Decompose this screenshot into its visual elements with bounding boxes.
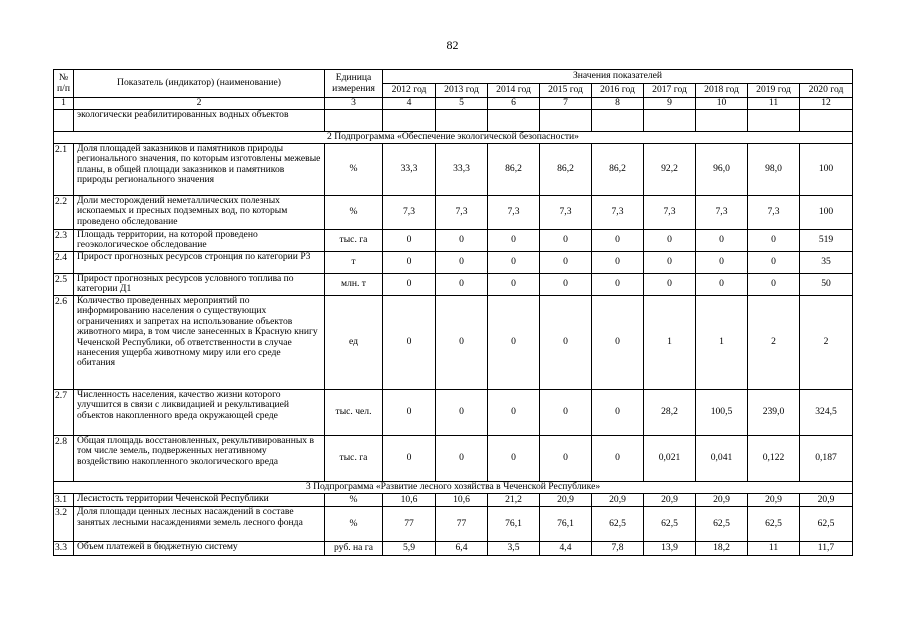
value-cell: 0 (540, 296, 592, 390)
value-cell: 0 (488, 436, 540, 482)
header-unit: Единица измерения (325, 70, 383, 98)
value-cell: 0,122 (748, 436, 800, 482)
value-cell: 0 (383, 390, 436, 436)
column-index: 8 (592, 98, 644, 110)
column-index: 6 (488, 98, 540, 110)
row-number: 3.1 (54, 494, 74, 507)
value-cell: 62,5 (644, 507, 696, 542)
value-cell: 21,2 (488, 494, 540, 507)
value-cell: 18,2 (696, 542, 748, 555)
value-cell: 0 (540, 252, 592, 274)
header-index-row (54, 98, 853, 110)
value-cell (383, 110, 436, 132)
value-cell: 100 (800, 144, 853, 196)
column-index: 12 (800, 98, 853, 110)
table-row (54, 196, 853, 230)
section-row (54, 482, 853, 494)
unit-cell: % (325, 494, 383, 507)
value-cell: 98,0 (748, 144, 800, 196)
value-cell: 0 (488, 230, 540, 252)
column-index: 11 (748, 98, 800, 110)
row-number: 2.7 (54, 390, 74, 436)
value-cell: 0 (748, 252, 800, 274)
value-cell: 0 (383, 296, 436, 390)
value-cell: 0 (644, 274, 696, 296)
value-cell: 0 (436, 252, 488, 274)
value-cell: 77 (436, 507, 488, 542)
header-year: 2019 год (748, 84, 800, 98)
value-cell: 62,5 (592, 507, 644, 542)
value-cell: 519 (800, 230, 853, 252)
row-number: 3.2 (54, 507, 74, 542)
indicator-name: Лесистость территории Чеченской Республики (74, 494, 325, 507)
header-row-1 (54, 70, 853, 84)
table-row (54, 252, 853, 274)
header-values: Значения показателей (383, 70, 853, 84)
value-cell: 86,2 (540, 144, 592, 196)
value-cell: 20,9 (696, 494, 748, 507)
value-cell (592, 110, 644, 132)
value-cell: 0 (436, 436, 488, 482)
indicator-name: Доля площадей заказников и памятников природы регионального значения, по которым изготовлены межевые планы, в общей площади заказников и памятников природы регионального значения (74, 144, 325, 196)
value-cell: 20,9 (800, 494, 853, 507)
column-index: 5 (436, 98, 488, 110)
column-index: 1 (54, 98, 74, 110)
value-cell: 10,6 (436, 494, 488, 507)
column-index: 10 (696, 98, 748, 110)
value-cell: 0 (592, 296, 644, 390)
value-cell: 0 (383, 436, 436, 482)
value-cell: 0 (748, 230, 800, 252)
value-cell: 7,3 (488, 196, 540, 230)
value-cell: 86,2 (488, 144, 540, 196)
value-cell: 96,0 (696, 144, 748, 196)
indicator-name: Количество проведенных мероприятий по информированию населения о существующих ограничениях и запретах на использование объектов животного мира, в том числе занесенных в Красную книгу Чеченской Республики, об ответственности в случае нанесения ущерба животному миру или его среде обитания (74, 296, 325, 390)
value-cell: 7,3 (696, 196, 748, 230)
value-cell: 0 (540, 230, 592, 252)
value-cell (436, 110, 488, 132)
value-cell: 1 (644, 296, 696, 390)
value-cell: 5,9 (383, 542, 436, 555)
value-cell: 7,3 (540, 196, 592, 230)
value-cell: 0 (436, 390, 488, 436)
column-index: 2 (74, 98, 325, 110)
row-number: 2.8 (54, 436, 74, 482)
value-cell: 0 (592, 252, 644, 274)
value-cell: 10,6 (383, 494, 436, 507)
row-number: 3.3 (54, 542, 74, 555)
value-cell: 76,1 (488, 507, 540, 542)
value-cell: 92,2 (644, 144, 696, 196)
value-cell: 62,5 (800, 507, 853, 542)
table-row (54, 390, 853, 436)
value-cell: 2 (800, 296, 853, 390)
table-row (54, 436, 853, 482)
value-cell: 0 (696, 230, 748, 252)
unit-cell: ед (325, 296, 383, 390)
value-cell: 20,9 (748, 494, 800, 507)
table-row (54, 296, 853, 390)
header-year: 2020 год (800, 84, 853, 98)
header-year: 2012 год (383, 84, 436, 98)
value-cell: 13,9 (644, 542, 696, 555)
unit-cell: т (325, 252, 383, 274)
row-number: 2.1 (54, 144, 74, 196)
value-cell: 100 (800, 196, 853, 230)
value-cell: 0 (696, 274, 748, 296)
value-cell: 0 (592, 230, 644, 252)
table-row (54, 507, 853, 542)
table-row (54, 542, 853, 555)
value-cell (488, 110, 540, 132)
value-cell (696, 110, 748, 132)
indicator-name: Доля площади ценных лесных насаждений в составе занятых лесными насаждениями земель лесного фонда (74, 507, 325, 542)
value-cell: 33,3 (436, 144, 488, 196)
column-index: 7 (540, 98, 592, 110)
value-cell: 0 (644, 230, 696, 252)
value-cell: 0 (488, 390, 540, 436)
value-cell: 0 (436, 230, 488, 252)
row-number: 2.4 (54, 252, 74, 274)
value-cell: 100,5 (696, 390, 748, 436)
value-cell: 11 (748, 542, 800, 555)
value-cell: 20,9 (540, 494, 592, 507)
value-cell: 7,8 (592, 542, 644, 555)
table-row (54, 144, 853, 196)
indicator-name: Доли месторождений неметаллических полезных ископаемых и пресных подземных вод, по которым проведено обследование (74, 196, 325, 230)
value-cell: 7,3 (592, 196, 644, 230)
value-cell: 4,4 (540, 542, 592, 555)
value-cell: 77 (383, 507, 436, 542)
indicator-name: Общая площадь восстановленных, рекультивированных в том числе земель, подверженных негативному воздействию накопленного экологического вреда (74, 436, 325, 482)
value-cell: 6,4 (436, 542, 488, 555)
indicator-name: Площадь территории, на которой проведено геоэкологическое обследование (74, 230, 325, 252)
value-cell: 0 (592, 436, 644, 482)
section-title: 2 Подпрограмма «Обеспечение экологической безопасности» (54, 132, 853, 144)
section-title: 3 Подпрограмма «Развитие лесного хозяйства в Чеченской Республике» (54, 482, 853, 494)
value-cell: 0 (436, 296, 488, 390)
header-year: 2017 год (644, 84, 696, 98)
header-year: 2016 год (592, 84, 644, 98)
value-cell: 2 (748, 296, 800, 390)
header-year: 2015 год (540, 84, 592, 98)
value-cell (800, 110, 853, 132)
column-index: 4 (383, 98, 436, 110)
unit-cell: тыс. га (325, 436, 383, 482)
unit-cell: руб. на га (325, 542, 383, 555)
value-cell: 0 (696, 252, 748, 274)
unit-cell: % (325, 507, 383, 542)
value-cell: 0 (436, 274, 488, 296)
value-cell (644, 110, 696, 132)
value-cell: 0 (592, 274, 644, 296)
value-cell: 0,021 (644, 436, 696, 482)
row-number: 2.3 (54, 230, 74, 252)
value-cell: 0,041 (696, 436, 748, 482)
value-cell: 239,0 (748, 390, 800, 436)
value-cell: 0 (540, 390, 592, 436)
page-number: 82 (446, 38, 459, 52)
value-cell: 7,3 (644, 196, 696, 230)
header-indicator: Показатель (индикатор) (наименование) (74, 70, 325, 98)
row-number: 2.5 (54, 274, 74, 296)
indicator-name: экологически реабилитированных водных объектов (74, 110, 325, 132)
column-index: 9 (644, 98, 696, 110)
header-year: 2013 год (436, 84, 488, 98)
value-cell: 0 (540, 274, 592, 296)
table-row (54, 274, 853, 296)
value-cell: 11,7 (800, 542, 853, 555)
indicator-name: Численность населения, качество жизни которого улучшится в связи с ликвидацией и рекультивацией объектов накопленного вреда окружающей среде (74, 390, 325, 436)
indicators-table (53, 69, 853, 556)
indicator-name: Прирост прогнозных ресурсов стронция по категории Р3 (74, 252, 325, 274)
unit-cell: % (325, 144, 383, 196)
value-cell: 62,5 (748, 507, 800, 542)
value-cell: 0 (383, 230, 436, 252)
unit-cell: % (325, 196, 383, 230)
value-cell: 0 (592, 390, 644, 436)
value-cell: 0,187 (800, 436, 853, 482)
table-row (54, 494, 853, 507)
unit-cell: тыс. чел. (325, 390, 383, 436)
value-cell: 0 (488, 252, 540, 274)
indicator-name: Прирост прогнозных ресурсов условного топлива по категории Д1 (74, 274, 325, 296)
value-cell: 0 (488, 296, 540, 390)
value-cell: 20,9 (644, 494, 696, 507)
value-cell (540, 110, 592, 132)
table-row (54, 230, 853, 252)
column-index: 3 (325, 98, 383, 110)
value-cell: 324,5 (800, 390, 853, 436)
value-cell: 28,2 (644, 390, 696, 436)
value-cell: 1 (696, 296, 748, 390)
table-body (54, 110, 853, 556)
row-number (54, 110, 74, 132)
header-num: № п/п (54, 70, 74, 98)
value-cell: 7,3 (383, 196, 436, 230)
indicator-name: Объем платежей в бюджетную систему (74, 542, 325, 555)
value-cell: 7,3 (748, 196, 800, 230)
value-cell: 0 (383, 252, 436, 274)
value-cell: 62,5 (696, 507, 748, 542)
row-number: 2.6 (54, 296, 74, 390)
row-number: 2.2 (54, 196, 74, 230)
table-row (54, 110, 853, 132)
unit-cell: тыс. га (325, 230, 383, 252)
value-cell: 0 (748, 274, 800, 296)
value-cell: 3,5 (488, 542, 540, 555)
unit-cell: млн. т (325, 274, 383, 296)
value-cell (748, 110, 800, 132)
unit-cell (325, 110, 383, 132)
header-year: 2014 год (488, 84, 540, 98)
value-cell: 35 (800, 252, 853, 274)
value-cell: 33,3 (383, 144, 436, 196)
value-cell: 7,3 (436, 196, 488, 230)
value-cell: 50 (800, 274, 853, 296)
value-cell: 86,2 (592, 144, 644, 196)
section-row (54, 132, 853, 144)
value-cell: 0 (540, 436, 592, 482)
value-cell: 20,9 (592, 494, 644, 507)
value-cell: 0 (644, 252, 696, 274)
header-year: 2018 год (696, 84, 748, 98)
value-cell: 0 (488, 274, 540, 296)
value-cell: 76,1 (540, 507, 592, 542)
value-cell: 0 (383, 274, 436, 296)
